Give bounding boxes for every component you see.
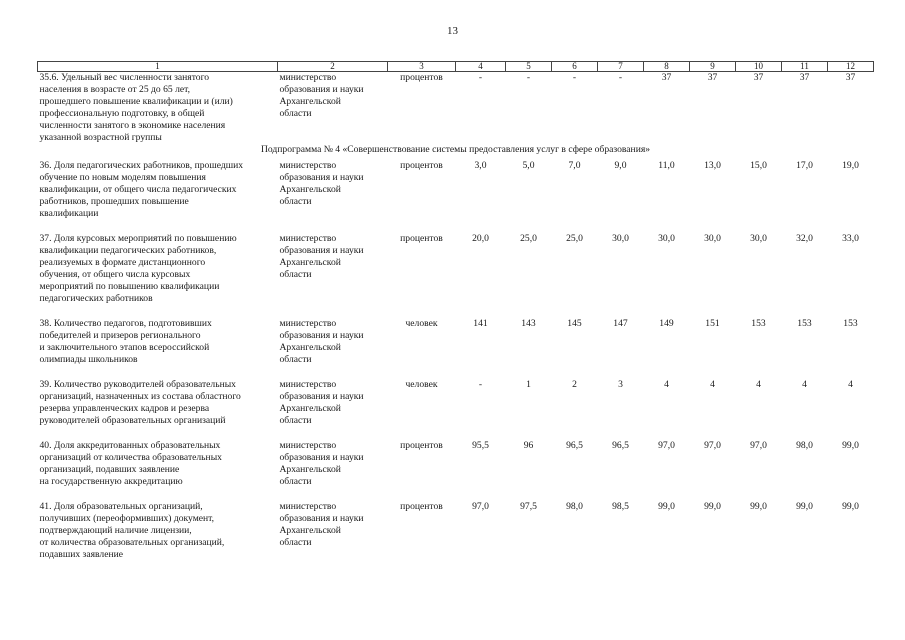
- value-cell: 3,0: [474, 160, 487, 171]
- row-spacer: [38, 366, 874, 379]
- value-cell: 145: [567, 318, 582, 329]
- responsible-org-line: образования и науки: [279, 391, 364, 402]
- unit-cell: человек: [405, 379, 438, 390]
- value-cell: 37: [799, 72, 810, 83]
- responsible-org: [278, 318, 388, 366]
- indicator-name-line: организаций, подавших заявление: [39, 464, 180, 475]
- indicator-name-line: квалификации педагогических работников,: [39, 245, 217, 256]
- value-cell: 15,0: [750, 160, 767, 171]
- row-spacer: [38, 488, 874, 501]
- value-cell: 153: [843, 318, 858, 329]
- responsible-org-line: министерство: [279, 440, 337, 451]
- value-cell: 149: [659, 318, 674, 329]
- value-cell: 99,0: [842, 440, 859, 451]
- indicator-name-line: профессиональную подготовку, в общей: [39, 108, 205, 119]
- column-number-7: 7: [598, 62, 644, 72]
- indicator-name-line: населения в возрасте от 25 до 65 лет,: [39, 84, 191, 95]
- value-cell: 11,0: [658, 160, 675, 171]
- value-cell: 97,0: [750, 440, 767, 451]
- unit-cell: процентов: [400, 233, 443, 244]
- responsible-org-line: министерство: [279, 501, 337, 512]
- responsible-org-line: образования и науки: [279, 452, 364, 463]
- responsible-org-line: области: [279, 354, 312, 365]
- responsible-org: [278, 233, 388, 305]
- value-cell: 97,0: [472, 501, 489, 512]
- indicator-name-line: работников, прошедших повышение: [39, 196, 189, 207]
- value-cell: 2: [572, 379, 577, 390]
- column-number-12: 12: [828, 62, 874, 72]
- value-cell: -: [478, 379, 483, 390]
- indicator-name-line: олимпиады школьников: [39, 354, 138, 365]
- row-spacer: [38, 220, 874, 233]
- indicator-name-line: обучение по новым моделям повышения: [39, 172, 206, 183]
- value-cell: 99,0: [750, 501, 767, 512]
- value-cell: 96,5: [612, 440, 629, 451]
- indicator-name-line: численности занятого в экономике населения: [39, 120, 226, 131]
- column-number-5: 5: [506, 62, 552, 72]
- value-cell: 147: [613, 318, 628, 329]
- value-cell: 37: [845, 72, 856, 83]
- responsible-org-line: образования и науки: [279, 513, 364, 524]
- subprogram-heading: Подпрограмма № 4 «Совершенствование системы предоставления услуг в сфере образования»: [260, 144, 651, 155]
- responsible-org-line: области: [279, 537, 312, 548]
- value-cell: -: [618, 72, 623, 83]
- responsible-org-line: Архангельской: [279, 342, 341, 353]
- row-spacer: [38, 305, 874, 318]
- value-cell: 96: [523, 440, 534, 451]
- indicator-name-line: 40. Доля аккредитованных образовательных: [39, 440, 221, 451]
- unit-cell: процентов: [400, 440, 443, 451]
- value-cell: 4: [756, 379, 761, 390]
- indicator-name: [38, 233, 278, 305]
- value-cell: 151: [705, 318, 720, 329]
- subprogram-heading-row: [38, 144, 874, 160]
- responsible-org-line: Архангельской: [279, 257, 341, 268]
- responsible-org-line: министерство: [279, 72, 337, 83]
- indicator-name-line: руководителей образовательных организаций: [39, 415, 226, 426]
- responsible-org-line: области: [279, 196, 312, 207]
- indicator-name: [38, 160, 278, 220]
- column-number-6: 6: [552, 62, 598, 72]
- indicator-name-line: реализуемых в формате дистанционного: [39, 257, 206, 268]
- value-cell: 13,0: [704, 160, 721, 171]
- indicator-name-line: на государственную аккредитацию: [39, 476, 183, 487]
- unit-cell: процентов: [400, 72, 443, 83]
- indicator-name-line: прошедшего повышение квалификации и (или): [39, 96, 233, 107]
- indicator-name-line: квалификации, от общего числа педагогических: [39, 184, 237, 195]
- value-cell: 98,0: [796, 440, 813, 451]
- indicator-name-line: организаций, назначенных из состава областного: [39, 391, 241, 402]
- indicator-name-line: победителей и призеров регионального: [39, 330, 201, 341]
- value-cell: 97,0: [704, 440, 721, 451]
- responsible-org-line: министерство: [279, 233, 337, 244]
- column-number-3: 3: [388, 62, 456, 72]
- page-number: 13: [447, 25, 458, 37]
- value-cell: 141: [473, 318, 488, 329]
- indicator-name: [38, 379, 278, 427]
- value-cell: 99,0: [842, 501, 859, 512]
- value-cell: 37: [753, 72, 764, 83]
- value-cell: 99,0: [796, 501, 813, 512]
- responsible-org-line: Архангельской: [279, 403, 341, 414]
- value-cell: 25,0: [566, 233, 583, 244]
- value-cell: 17,0: [796, 160, 813, 171]
- indicator-name-line: 39. Количество руководителей образовательных: [39, 379, 236, 390]
- column-number-10: 10: [736, 62, 782, 72]
- value-cell: 97,5: [520, 501, 537, 512]
- table-row: [38, 379, 874, 427]
- indicator-name: [38, 501, 278, 561]
- value-cell: 37: [661, 72, 672, 83]
- responsible-org-line: Архангельской: [279, 96, 341, 107]
- value-cell: 19,0: [842, 160, 859, 171]
- responsible-org-line: области: [279, 415, 312, 426]
- responsible-org-line: области: [279, 269, 312, 280]
- indicator-name: [38, 72, 278, 145]
- column-number-8: 8: [644, 62, 690, 72]
- responsible-org-line: министерство: [279, 160, 337, 171]
- indicator-name-line: 38. Количество педагогов, подготовивших: [39, 318, 212, 329]
- value-cell: 143: [521, 318, 536, 329]
- table-row: [38, 160, 874, 220]
- indicator-name-line: 41. Доля образовательных организаций,: [39, 501, 203, 512]
- indicator-name-line: резерва управленческих кадров и резерва: [39, 403, 210, 414]
- responsible-org: [278, 440, 388, 488]
- value-cell: -: [572, 72, 577, 83]
- indicator-name-line: получивших (переоформивших) документ,: [39, 513, 215, 524]
- value-cell: 30,0: [750, 233, 767, 244]
- indicator-name-line: квалификации: [39, 208, 99, 219]
- indicator-name-line: указанной возрастной группы: [39, 132, 162, 143]
- table-row: [38, 233, 874, 305]
- responsible-org-line: образования и науки: [279, 172, 364, 183]
- indicator-name-line: педагогических работников: [39, 293, 153, 304]
- responsible-org: [278, 72, 388, 145]
- value-cell: 4: [802, 379, 807, 390]
- responsible-org-line: области: [279, 476, 312, 487]
- indicator-name-line: 35.6. Удельный вес численности занятого: [39, 72, 210, 83]
- indicator-name-line: 37. Доля курсовых мероприятий по повышению: [39, 233, 237, 244]
- value-cell: 30,0: [612, 233, 629, 244]
- value-cell: 37: [707, 72, 718, 83]
- value-cell: 98,0: [566, 501, 583, 512]
- value-cell: 97,0: [658, 440, 675, 451]
- indicator-name-line: подтверждающий наличие лицензии,: [39, 525, 192, 536]
- responsible-org-line: образования и науки: [279, 84, 364, 95]
- column-number-11: 11: [782, 62, 828, 72]
- responsible-org-line: Архангельской: [279, 184, 341, 195]
- indicators-table: [37, 61, 874, 561]
- table-row: [38, 440, 874, 488]
- value-cell: 25,0: [520, 233, 537, 244]
- responsible-org-line: министерство: [279, 318, 337, 329]
- column-number-2: 2: [278, 62, 388, 72]
- column-number-9: 9: [690, 62, 736, 72]
- value-cell: 153: [751, 318, 766, 329]
- responsible-org-line: Архангельской: [279, 525, 341, 536]
- indicator-name: [38, 318, 278, 366]
- value-cell: 9,0: [614, 160, 627, 171]
- indicator-name-line: обучения, от общего числа курсовых: [39, 269, 191, 280]
- indicator-name-line: 36. Доля педагогических работников, прошедших: [39, 160, 244, 171]
- value-cell: 4: [848, 379, 853, 390]
- value-cell: 30,0: [658, 233, 675, 244]
- value-cell: 98,5: [612, 501, 629, 512]
- value-cell: 1: [526, 379, 531, 390]
- value-cell: 3: [618, 379, 623, 390]
- value-cell: 4: [710, 379, 715, 390]
- value-cell: 153: [797, 318, 812, 329]
- table-row: [38, 501, 874, 561]
- value-cell: 96,5: [566, 440, 583, 451]
- column-number-4: 4: [456, 62, 506, 72]
- value-cell: 20,0: [472, 233, 489, 244]
- responsible-org: [278, 160, 388, 220]
- value-cell: 4: [664, 379, 669, 390]
- value-cell: 7,0: [568, 160, 581, 171]
- value-cell: 30,0: [704, 233, 721, 244]
- row-spacer: [38, 427, 874, 440]
- responsible-org-line: Архангельской: [279, 464, 341, 475]
- responsible-org: [278, 379, 388, 427]
- value-cell: 95,5: [472, 440, 489, 451]
- indicator-name: [38, 440, 278, 488]
- value-cell: 33,0: [842, 233, 859, 244]
- responsible-org-line: образования и науки: [279, 245, 364, 256]
- value-cell: 99,0: [658, 501, 675, 512]
- value-cell: 5,0: [522, 160, 535, 171]
- responsible-org-line: министерство: [279, 379, 337, 390]
- value-cell: 99,0: [704, 501, 721, 512]
- unit-cell: процентов: [400, 160, 443, 171]
- table-row: [38, 72, 874, 145]
- column-number-row: [38, 62, 874, 72]
- responsible-org-line: области: [279, 108, 312, 119]
- value-cell: -: [478, 72, 483, 83]
- column-number-1: 1: [38, 62, 278, 72]
- unit-cell: процентов: [400, 501, 443, 512]
- indicator-name-line: организаций от количества образовательных: [39, 452, 222, 463]
- responsible-org: [278, 501, 388, 561]
- indicator-name-line: и заключительного этапов всероссийской: [39, 342, 210, 353]
- indicator-name-line: подавших заявление: [39, 549, 123, 560]
- value-cell: -: [526, 72, 531, 83]
- responsible-org-line: образования и науки: [279, 330, 364, 341]
- unit-cell: человек: [405, 318, 438, 329]
- value-cell: 32,0: [796, 233, 813, 244]
- indicator-name-line: мероприятий по повышению квалификации: [39, 281, 220, 292]
- indicator-name-line: от количества образовательных организаций,: [39, 537, 225, 548]
- table-row: [38, 318, 874, 366]
